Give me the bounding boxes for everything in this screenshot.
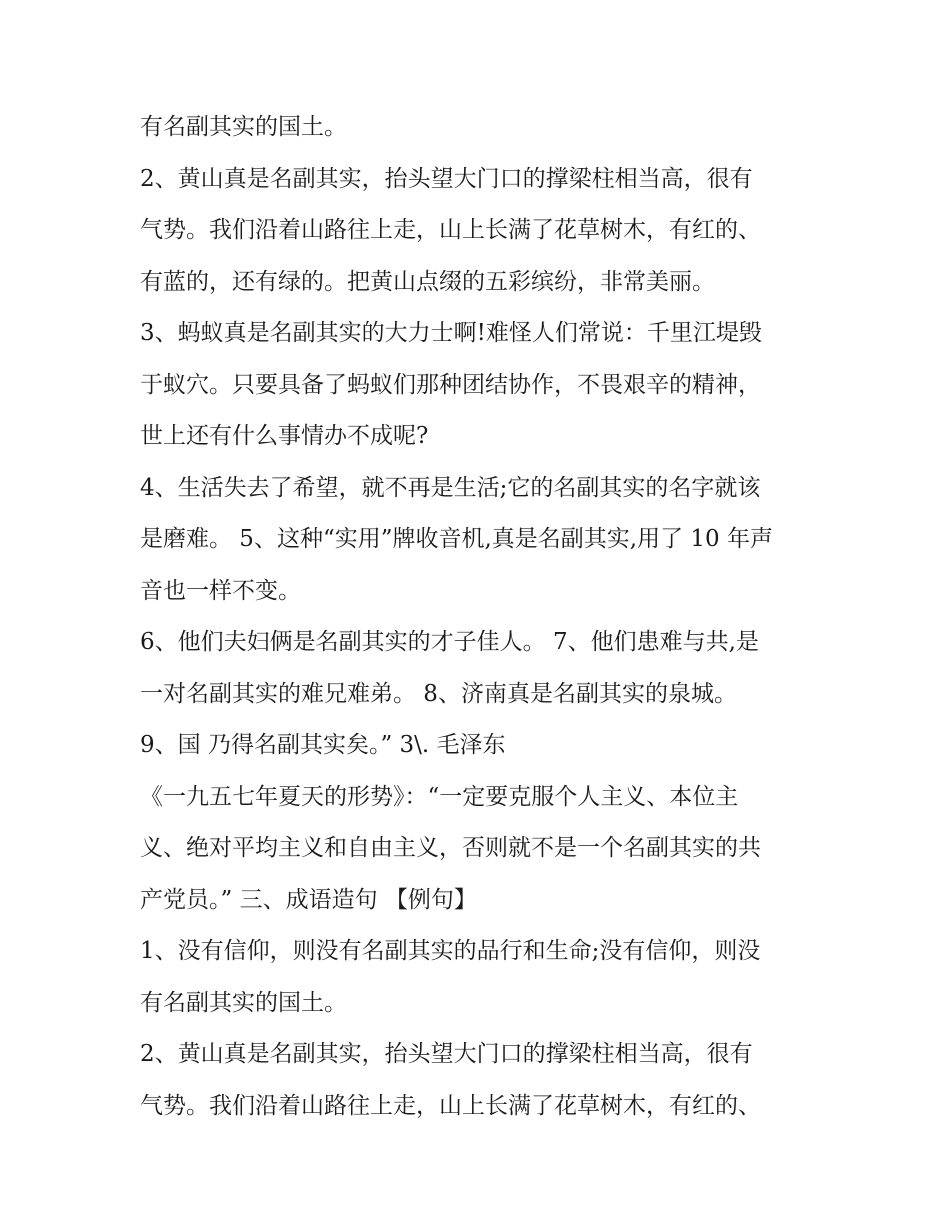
document-body (140, 102, 830, 1132)
text-line: 2、黄山真是名副其实，抬头望大门口的撑梁柱相当高，很有 (140, 165, 753, 192)
text-line: 气势。我们沿着山路往上走，山上长满了花草树木，有红的、 (140, 217, 761, 243)
text-line: 是磨难。 5、这种“实用”牌收音机,真是名副其实,用了 10 年声 (140, 526, 773, 552)
text-line: 一对名副其实的难兄难弟。 8、济南真是名副其实的泉城。 (140, 680, 737, 707)
text-line: 世上还有什么事情办不成呢? (140, 423, 429, 449)
text-line: 有名副其实的国土。 (140, 989, 347, 1016)
text-line: 有名副其实的国土。 (140, 114, 347, 140)
text-line: 有蓝的，还有绿的。把黄山点缀的五彩缤纷，非常美丽。 (140, 268, 715, 295)
text-line: 1、没有信仰，则没有名副其实的品行和生命;没有信仰，则没 (140, 938, 761, 964)
text-line: 2、黄山真是名副其实，抬头望大门口的撑梁柱相当高，很有 (140, 1041, 753, 1067)
text-line: 3、蚂蚁真是名副其实的大力士啊!难怪人们常说：千里江堤毁 (140, 320, 762, 346)
text-line: 产党员。” 三、成语造句 【例句】 (140, 886, 477, 913)
text-line: 于蚁穴。只要具备了蚂蚁们那种团结协作，不畏艰辛的精神， (140, 371, 761, 398)
text-line: 音也一样不变。 (140, 577, 301, 604)
text-line: 6、他们夫妇俩是名副其实的才子佳人。 7、他们患难与共,是 (140, 629, 759, 655)
text-line: 《一九五七年夏天的形势》：“一定要克服个人主义、本位主 (140, 783, 739, 810)
text-line: 9、国 乃得名副其实矣。” 3\. 毛泽东 (140, 732, 506, 758)
text-line: 4、生活失去了希望，就不再是生活;它的名副其实的名字就该 (140, 474, 761, 501)
text-line: 气势。我们沿着山路往上走，山上长满了花草树木，有红的、 (140, 1092, 761, 1119)
text-line: 义、绝对平均主义和自由主义，否则就不是一个名副其实的共 (140, 835, 761, 861)
